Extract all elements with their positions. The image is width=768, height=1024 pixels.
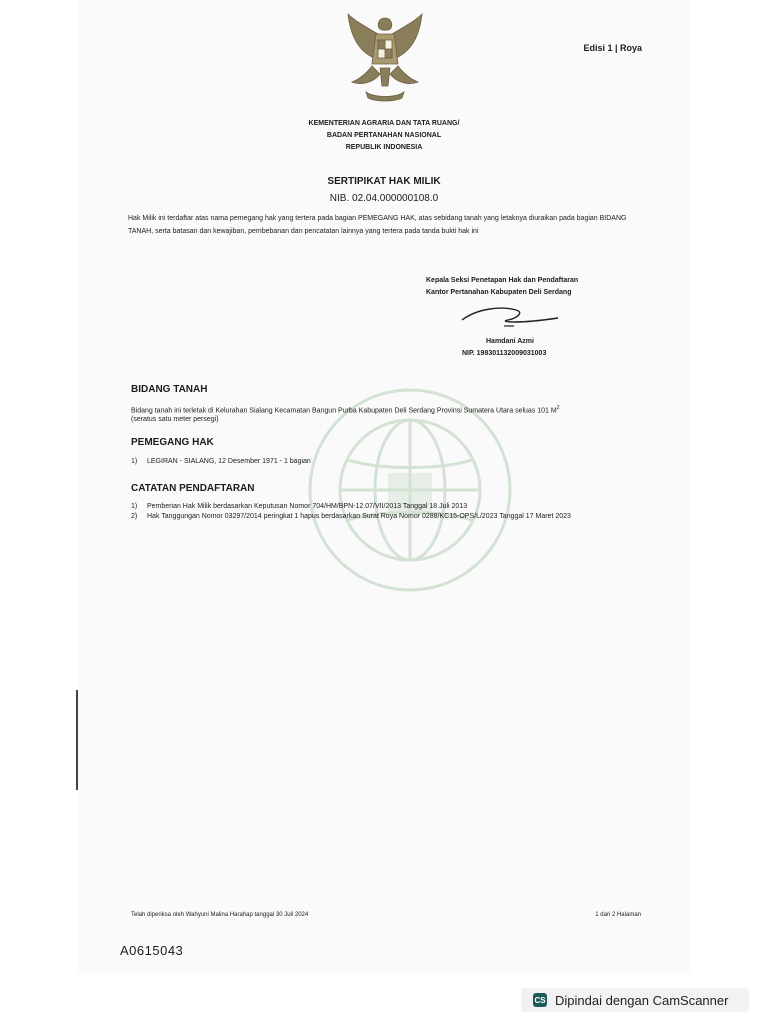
camscanner-label: Dipindai dengan CamScanner xyxy=(555,992,729,1008)
signatory-nip: NIP. 198301132009031003 xyxy=(462,350,547,357)
ministry-header xyxy=(0,118,768,154)
edition-label: Edisi 1 | Roya xyxy=(583,43,642,53)
list-item-text: LEGIRAN - SIALANG, 12 Desember 1971 - 1 bagian xyxy=(147,458,311,465)
certificate-title: SERTIPIKAT HAK MILIK xyxy=(327,176,441,187)
section-heading-pemegang-hak: PEMEGANG HAK xyxy=(131,437,214,448)
bidang-tanah-description xyxy=(131,404,651,415)
ministry-line-1: KEMENTERIAN AGRARIA DAN TATA RUANG/ xyxy=(308,120,460,127)
pemegang-hak-list xyxy=(131,457,651,467)
intro-paragraph: Hak Milik ini terdaftar atas nama pemegang hak yang tertera pada bagian PEMEGANG HAK, atas sebidang tanah yang letaknya diuraikan pada bagian BIDANG TANAH, serta batasan dan kewajiban, pembebanan dan pencatatan lainnya yang tertera pada tanda bukti hak ini xyxy=(128,215,627,235)
area-unit-superscript: 2 xyxy=(556,405,560,411)
bidang-tanah-text xyxy=(131,404,651,424)
bpn-watermark-seal xyxy=(300,365,520,615)
list-item xyxy=(131,512,651,521)
certificate-nib: NIB. 02.04.000000108.0 xyxy=(329,193,439,204)
list-item-text: Hak Tanggungan Nomor 03297/2014 peringkat 1 hapus berdasarkan Surat Roya Nomor 0288/KC15-OPS/L/2023 Tanggal 17 Maret 2023 xyxy=(147,513,571,520)
list-item-text: Pemberian Hak Milik berdasarkan Keputusan Nomor 704/HM/BPN-12.07/VII/2013 Tanggal 18 Juli 2013 xyxy=(147,503,468,510)
garuda-emblem-icon xyxy=(344,12,426,104)
bidang-tanah-area-words: (seratus satu meter persegi) xyxy=(131,416,219,424)
section-heading-bidang-tanah: BIDANG TANAH xyxy=(131,384,208,395)
page-edge-shadow xyxy=(76,690,78,790)
list-item-number: 2) xyxy=(131,513,138,520)
document-serial-number: A0615043 xyxy=(120,943,184,958)
list-item-number: 1) xyxy=(131,458,138,465)
handwritten-signature xyxy=(458,300,568,334)
signatory-position xyxy=(426,275,646,299)
ministry-line-3: REPUBLIK INDONESIA xyxy=(345,144,423,151)
list-item xyxy=(131,457,651,466)
camscanner-badge xyxy=(521,988,749,1012)
footer-page-number: 1 dari 2 Halaman xyxy=(595,912,641,918)
signatory-name: Hamdani Azmi xyxy=(486,338,534,345)
section-heading-catatan-pendaftaran: CATATAN PENDAFTARAN xyxy=(131,483,255,494)
ministry-line-2: BADAN PERTANAHAN NASIONAL xyxy=(326,132,442,139)
list-item-number: 1) xyxy=(131,503,138,510)
bidang-tanah-main: Bidang tanah ini terletak di Kelurahan Sialang Kecamatan Bangun Purba Kabupaten Deli Serdang Provinsi Sumatera Utara seluas 101 M xyxy=(131,407,557,415)
list-item xyxy=(131,502,651,511)
footer-checked-by: Telah diperiksa oleh Wahyuni Malina Harahap tanggal 30 Juli 2024 xyxy=(131,912,309,918)
catatan-pendaftaran-list xyxy=(131,502,651,522)
signatory-position-line-1: Kepala Seksi Penetapan Hak dan Pendaftaran xyxy=(426,277,579,284)
camscanner-icon: CS xyxy=(533,993,547,1007)
signatory-position-line-2: Kantor Pertanahan Kabupaten Deli Serdang xyxy=(426,289,572,296)
